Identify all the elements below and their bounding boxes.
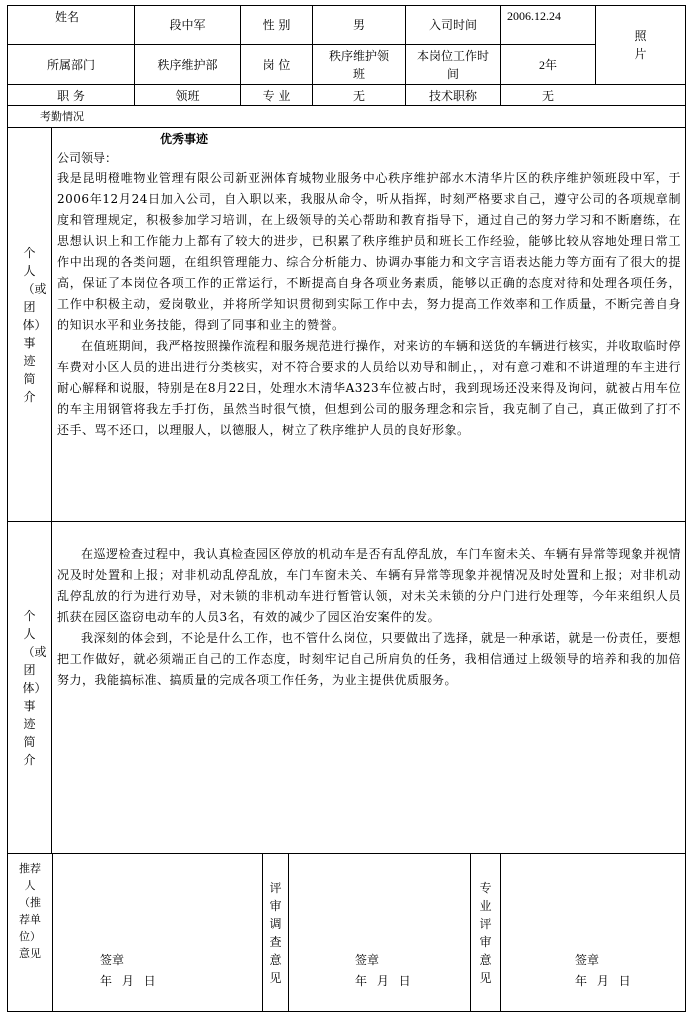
name-label: 姓名 [55, 10, 80, 24]
title-label: 技术职称 [428, 88, 477, 103]
row-line [7, 521, 685, 522]
major-value: 无 [352, 88, 365, 103]
table-border-right [685, 5, 686, 1012]
tenure-value: 2年 [538, 58, 557, 72]
review-label: 评审调查意见 [269, 880, 282, 985]
col-line [51, 127, 52, 853]
post-label: 岗 位 [262, 58, 291, 72]
review-date: 年 月 日 [355, 974, 411, 988]
duty-label: 职 务 [57, 88, 85, 103]
table-border-bottom [7, 1011, 685, 1012]
expert-date: 年 月 日 [575, 974, 631, 988]
col-line [288, 853, 289, 1011]
expert-cell [471, 854, 500, 1011]
dept-label: 所属部门 [46, 58, 95, 72]
join-date-value: 2006.12.24 [507, 9, 561, 23]
recommender-cell [8, 854, 52, 1011]
dept-value: 秩序维护部 [157, 58, 218, 72]
row-line [7, 853, 685, 854]
name-value: 段中军 [169, 18, 206, 32]
section1-greeting: 公司领导： [57, 151, 118, 165]
major-label: 专 业 [262, 88, 291, 103]
gender-value: 男 [352, 18, 365, 32]
col-line [500, 853, 501, 1011]
section1-side-label: 个人（或团体）事迹简介 [22, 245, 47, 404]
section2-content [57, 544, 681, 844]
duty-value: 领班 [175, 88, 200, 103]
section1-heading: 优秀事迹 [160, 132, 209, 146]
recommender-sign: 签章 [100, 953, 125, 967]
title-value: 无 [541, 88, 554, 103]
section1-side [8, 128, 51, 521]
gender-label: 性 别 [262, 18, 291, 32]
section2-side-label: 个人（或团体）事迹简介 [22, 608, 47, 767]
post-value: 秩序维护领班 [328, 48, 389, 81]
photo-cell [596, 5, 685, 85]
section2-paragraph: 在巡逻检查过程中，我认真检查园区停放的机动车是否有乱停乱放，车门车窗未关、车辆有异常等现象并视情况及时处置和上报；对非机动乱停乱放，车门车窗未关、车辆有异常等现象并视情况及时处置和上报；对非机动乱停乱放的行为进行劝导，对未锁的非机动车进行暂管认领，对未关未锁的分户门进行处理等，今年来组织人员抓获在园区盗窃电动车的人员3名，有效的减少了园区治安案件的发。 [57, 547, 682, 624]
section2-paragraph: 我深刻的体会到，不论是什么工作，也不管什么岗位，只要做出了选择，就是一种承诺，就是一份责任，要想把工作做好，就必须端正自己的工作态度，时刻牢记自己所肩负的任务，我相信通过上级领导的培养和我的加倍努力，我能搞标准、搞质量的完成各项工作任务，为业主提供优质服务。 [57, 631, 682, 687]
recommender-date: 年 月 日 [100, 974, 156, 988]
expert-sign: 签章 [575, 953, 600, 967]
review-cell [263, 854, 288, 1011]
recommender-label: 推荐人（推荐单位）意见 [19, 862, 41, 960]
join-date-label: 入司时间 [428, 18, 477, 32]
expert-label: 专业评审意见 [479, 880, 492, 985]
attendance-label: 考勤情况 [40, 110, 84, 123]
review-sign: 签章 [355, 953, 380, 967]
section1-content [57, 128, 681, 520]
row-line [7, 105, 685, 106]
tenure-label: 本岗位工作时间 [416, 48, 489, 81]
section2-side [8, 522, 51, 853]
col-line [52, 853, 53, 1011]
section1-paragraph: 我是昆明橙唯物业管理有限公司新亚洲体育城物业服务中心秩序维护部水木清华片区的秩序维护领班段中军，于2006年12月24日加入公司，自入职以来，我服从命令，听从指挥，时刻严格要求自己，遵守公司的各项规章制度和管理规定，积极参加学习培训，在上级领导的关心帮助和教育指导下，通过自己的努力学习和不断磨练，在思想认识上和工作能力上都有了较大的进步，已积累了秩序维护员和班长工作经验，能够比较从容地处理日常工作中出现的各类问题，在组织管理能力、综合分析能力、协调办事能力和文字言语表达能力等方面有了很大的提高，保证了本岗位各项工作的正常运行，不断提高自身各项业务素质，能够以正确的态度对待和处理各项任务，工作中积极主动，爱岗敬业，并将所学知识贯彻到实际工作中去，努力提高工作效率和工作质量，不断完善自身的知识水平和业务技能，得到了同事和业主的赞誉。 [57, 171, 681, 332]
section1-paragraph: 在值班期间，我严格按照操作流程和服务规范进行操作，对来访的车辆和送货的车辆进行核实，并收取临时停车费对小区人员的进出进行分类核实，对不符合要求的人员给以劝导和制止，，对有意刁难和不讲道理的车主进行耐心解释和说服，特别是在8月22日，处理水木清华A323车位被占时，我到现场还没来得及询问，就被占用车位的车主用钢管将我左手打伤，虽然当时很气愤，但想到公司的服务理念和宗旨，我克制了自己，真正做到了打不还手、骂不还口，以理服人，以德服人，树立了秩序维护人员的良好形象。 [57, 339, 682, 437]
photo-label: 照片 [634, 29, 647, 61]
